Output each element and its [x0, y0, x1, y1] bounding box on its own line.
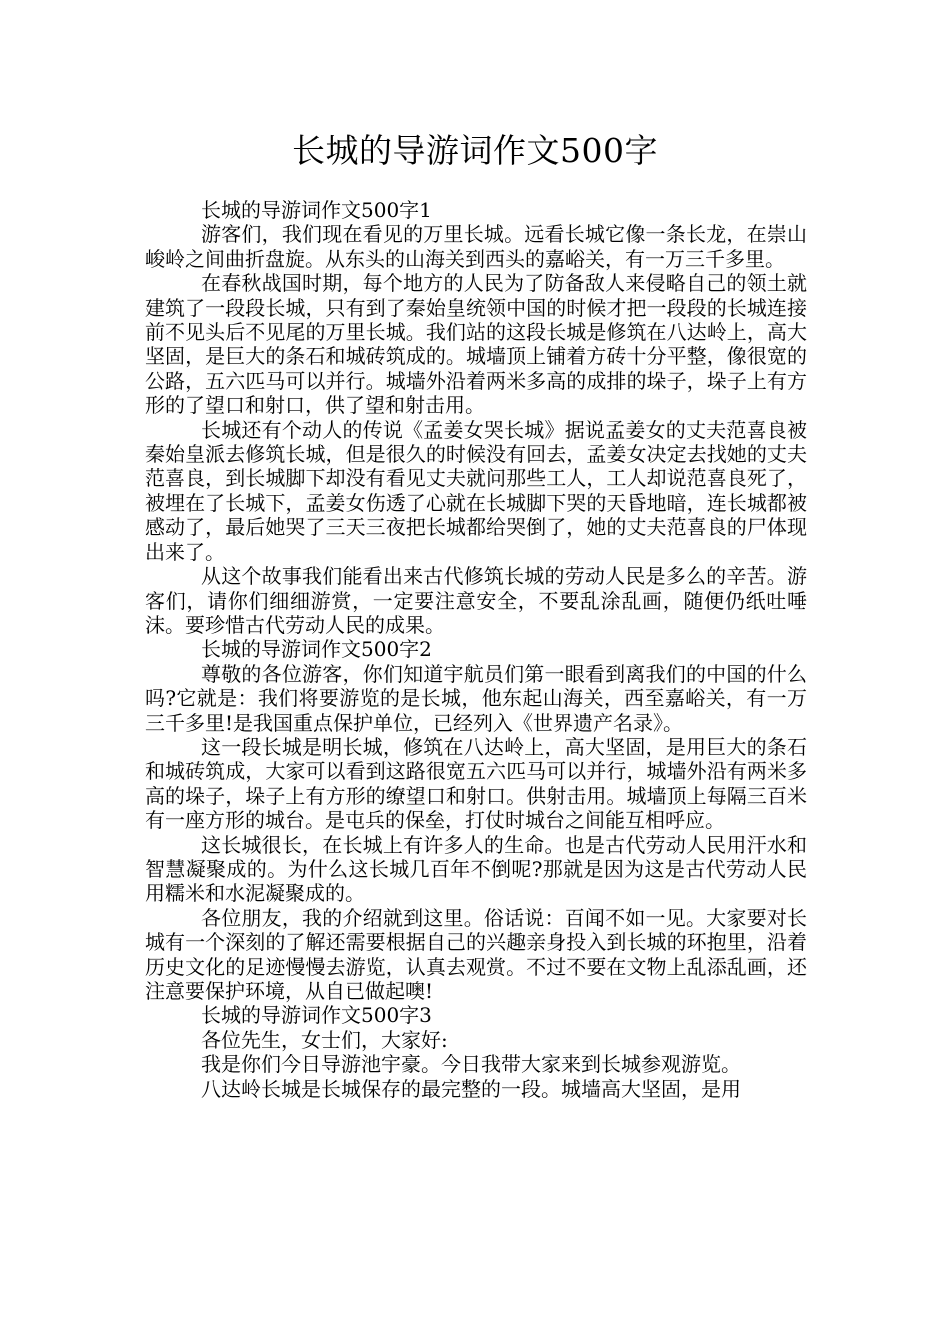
paragraph: 尊敬的各位游客，你们知道宇航员们第一眼看到离我们的中国的什么吗?它就是：我们将要游览的是长城，他东起山海关，西至嘉峪关，有一万三千多里!是我国重点保护单位，已经列入《世界遗产名录》。: [145, 661, 807, 735]
paragraph: 各位先生，女士们，大家好:: [201, 1027, 448, 1052]
paragraph: 从这个故事我们能看出来古代修筑长城的劳动人民是多么的辛苦。游客们，请你们细细游赏，一定要注意安全，不要乱涂乱画，随便仍纸吐唾沫。要珍惜古代劳动人民的成果。: [145, 564, 807, 637]
paragraph: 在春秋战国时期，每个地方的人民为了防备敌人来侵略自己的领土就建筑了一段段长城，只有到了秦始皇统领中国的时候才把一段段的长城连接前不见头后不见尾的万里长城。我们站的这段长城是修筑在八达岭上，高大坚固，是巨大的条石和城砖筑成的。城墙顶上铺着方砖十分平整，像很宽的公路，五六匹马可以并行。城墙外沿着两米多高的成排的垛子，垛子上有方形的了望口和射口，供了望和射击用。: [145, 271, 807, 418]
paragraph: 这长城很长，在长城上有许多人的生命。也是古代劳动人民用汗水和智慧凝聚成的。为什么这长城几百年不倒呢?那就是因为这是古代劳动人民用糯米和水泥凝聚成的。: [145, 832, 807, 906]
paragraph: 各位朋友，我的介绍就到这里。俗话说：百闻不如一见。大家要对长城有一个深刻的了解还需要根据自己的兴趣亲身投入到长城的环抱里，沿着历史文化的足迹慢慢去游览，认真去观赏。不过不要在文物上乱添乱画，还注意要保护环境，从自已做起噢!: [145, 905, 807, 1003]
paragraph: 这一段长城是明长城，修筑在八达岭上，高大坚固，是用巨大的条石和城砖筑成，大家可以看到这路很宽五六匹马可以并行，城墙外沿有两米多高的垛子，垛子上有方形的缭望口和射口。供射击用。城墙顶上每隔三百米有一座方形的城台。是屯兵的保垒，打仗时城台之间能互相呼应。: [145, 734, 807, 833]
section-heading-2: 长城的导游词作文500字2: [201, 637, 432, 662]
paragraph: 我是你们今日导游池宇豪。今日我带大家来到长城参观游览。: [201, 1052, 741, 1077]
section-heading-3: 长城的导游词作文500字3: [201, 1003, 432, 1028]
paragraph: 八达岭长城是长城保存的最完整的一段。城墙高大坚固，是用: [201, 1076, 741, 1101]
section-heading-1: 长城的导游词作文500字1: [201, 198, 432, 222]
paragraph: 长城还有个动人的传说《孟姜女哭长城》据说孟姜女的丈夫范喜良被秦始皇派去修筑长城，但是很久的时候没有回去，孟姜女决定去找她的丈夫范喜良，到长城脚下却没有看见丈夫就问那些工人，工人却说范喜良死了，被埋在了长城下，孟姜女伤透了心就在长城脚下哭的天昏地暗，连长城都被感动了，最后她哭了三天三夜把长城都给哭倒了，她的丈夫范喜良的尸体现出来了。: [145, 417, 807, 564]
paragraph: 游客们，我们现在看见的万里长城。远看长城它像一条长龙，在崇山峻岭之间曲折盘旋。从东头的山海关到西头的嘉峪关，有一万三千多里。: [145, 222, 807, 271]
page-title: 长城的导游词作文500字: [292, 131, 658, 170]
document-body: [145, 198, 807, 1101]
